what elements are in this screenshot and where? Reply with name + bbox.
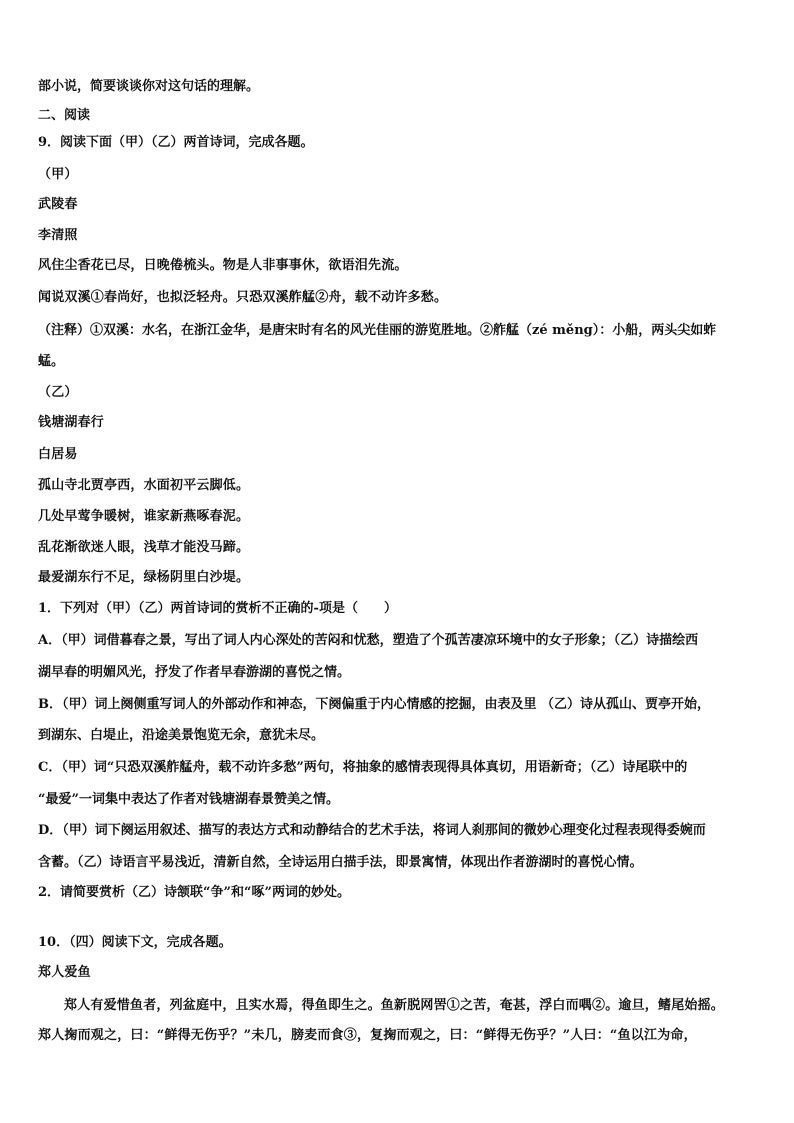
question-10-prompt: 10．（四）阅读下文，完成各题。 <box>38 935 232 950</box>
annotation-line: 蜢。 <box>38 354 65 369</box>
section-heading: 二、阅读 <box>38 108 91 123</box>
poem-yi-title: 钱塘湖春行 <box>38 415 105 430</box>
poem-jia-author: 李清照 <box>38 228 78 243</box>
passage-title: 郑人爱鱼 <box>38 965 91 980</box>
option-d-line: D．（甲）词下阕运用叙述、描写的表达方式和动静结合的艺术手法，将词人刹那间的微妙心理变化过程表现得委婉而 <box>38 823 706 838</box>
poem-yi-line: 最爱湖东行不足，绿杨阴里白沙堤。 <box>38 570 250 585</box>
text-line: 部小说，简要谈谈你对这句话的理解。 <box>38 79 260 94</box>
option-c-line: “最爱”一词集中表达了作者对钱塘湖春景赞美之情。 <box>38 792 339 807</box>
option-c-line: C．（甲）词“只恐双溪舴艋舟，载不动许多愁”两句，将抽象的感情表现得具体真切，用语新奇；（乙）诗尾联中的 <box>38 760 688 775</box>
poem-yi-line: 孤山寺北贾亭西，水面初平云脚低。 <box>38 478 250 493</box>
poem-yi-line: 乱花渐欲迷人眼，浅草才能没马蹄。 <box>38 540 250 555</box>
option-a-line: 湖早春的明媚风光，抒发了作者早春游湖的喜悦之情。 <box>38 665 351 680</box>
poem-jia-line: 风住尘香花已尽，日晚倦梳头。物是人非事事休，欲语泪先流。 <box>38 258 408 273</box>
poem-yi-line: 几处早莺争暖树，谁家新燕啄春泥。 <box>38 509 250 524</box>
poem-yi-author: 白居易 <box>38 447 78 462</box>
option-b-line: B．（甲）词上阕侧重写词人的外部动作和神态，下阕偏重于内心情感的挖掘，由表及里 （乙）诗从孤山、贾亭开始， <box>38 697 711 712</box>
question-9-prompt: 9．阅读下面（甲）（乙）两首诗词，完成各题。 <box>38 135 314 150</box>
passage-line: 郑人有爱惜鱼者，列盆庭中，且实水焉，得鱼即生之。鱼新脱网罟①之苦，奄甚，浮白而喁②。逾旦，鳍尾始摇。 <box>64 998 725 1013</box>
poem-yi-label: （乙） <box>38 385 78 400</box>
annotation-line: （注释）①双溪：水名，在浙江金华，是唐宋时有名的风光佳丽的游览胜地。②舴艋（zé měng）：小船，两头尖如蚱 <box>38 323 717 338</box>
sub-question-1: 1．下列对（甲）（乙）两首诗词的赏析不正确的-项是（ ） <box>38 601 397 616</box>
passage-line: 郑人掬而观之，曰：“鲜得无伤乎？”未几，膀麦而食③，复掬而观之，曰：“鲜得无伤乎？”人曰：“鱼以江为命， <box>38 1028 697 1043</box>
poem-jia-title: 武陵春 <box>38 197 78 212</box>
option-b-line: 到湖东、白堤止，沿途美景饱览无余，意犹未尽。 <box>38 728 325 743</box>
sub-question-2: 2．请简要赏析（乙）诗颔联“争”和“啄”两词的妙处。 <box>38 885 350 900</box>
option-a-line: A．（甲）词借暮春之景，写出了词人内心深处的苦闷和忧愁，塑造了个孤苦凄凉环境中的女子形象；（乙）诗描绘西 <box>38 633 699 648</box>
poem-jia-label: （甲） <box>38 167 78 182</box>
option-d-line: 含蓄。（乙）诗语言平易浅近，清新自然，全诗运用白描手法，即景寓情，体现出作者游湖时的喜悦心情。 <box>38 855 643 870</box>
poem-jia-line: 闻说双溪①春尚好，也拟泛轻舟。只恐双溪舴艋②舟，载不动许多愁。 <box>38 290 448 305</box>
